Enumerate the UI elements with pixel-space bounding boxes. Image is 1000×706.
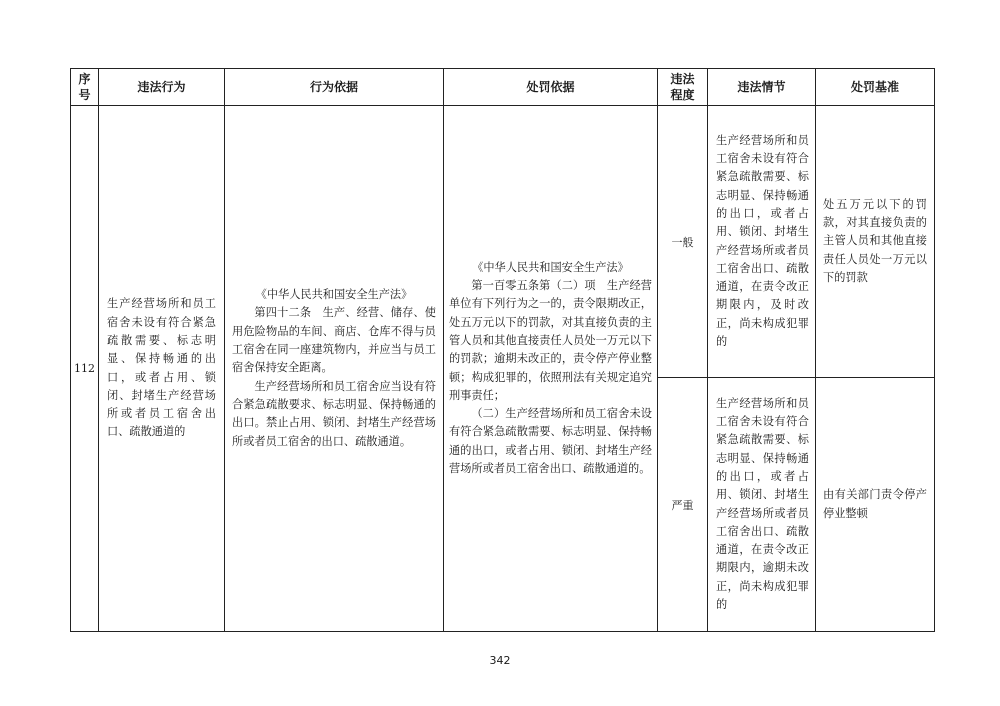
penalty-basis-p2: （二）生产经营场所和员工宿舍未设有符合紧急疏散需要、标志明显、保持畅通的出口，或者占用、锁闭、封堵生产经营场所或者员工宿舍出口、疏散通道的。 xyxy=(449,407,652,475)
degree-serious: 严重 xyxy=(658,378,708,632)
violation-act: 生产经营场所和员工宿舍未设有符合紧急疏散需要、标志明显、保持畅通的出口，或者占用、锁闭、封堵生产经营场所或者员工宿舍出口、疏散通道的 xyxy=(99,106,225,632)
page-number: 342 xyxy=(489,654,511,667)
header-penalty-basis: 处罚依据 xyxy=(444,69,658,106)
penalty-standard-table xyxy=(70,68,935,632)
standard-general: 处五万元以下的罚款，对其直接负责的主管人员和其他直接责任人员处一万元以下的罚款 xyxy=(816,106,935,378)
penalty-basis xyxy=(444,106,658,632)
act-basis-p1: 第四十二条 生产、经营、储存、使用危险物品的车间、商店、仓库不得与员工宿舍在同一座建筑物内，并应当与员工宿舍保持安全距离。 xyxy=(232,306,436,375)
header-row xyxy=(71,69,935,106)
row-number: 112 xyxy=(71,106,99,632)
plot-serious: 生产经营场所和员工宿舍未设有符合紧急疏散需要、标志明显、保持畅通的出口，或者占用、锁闭、封堵生产经营场所或者员工宿舍出口、疏散通道，在责令改正期限内，逾期未改正，尚未构成犯罪的 xyxy=(708,378,816,632)
standard-serious: 由有关部门责令停产停业整顿 xyxy=(816,378,935,632)
header-basis: 行为依据 xyxy=(225,69,444,106)
plot-general: 生产经营场所和员工宿舍未设有符合紧急疏散需要、标志明显、保持畅通的出口，或者占用、锁闭、封堵生产经营场所或者员工宿舍出口、疏散通道，在责令改正期限内，及时改正，尚未构成犯罪的 xyxy=(708,106,816,378)
header-no: 序号 xyxy=(71,69,99,106)
header-standard: 处罚基准 xyxy=(816,69,935,106)
penalty-basis-law: 《中华人民共和国安全生产法》 xyxy=(472,260,629,274)
header-plot: 违法情节 xyxy=(708,69,816,106)
table-row xyxy=(71,106,935,378)
header-degree: 违法程度 xyxy=(658,69,708,106)
penalty-basis-p1: 第一百零五条第（二）项 生产经营单位有下列行为之一的，责令限期改正，处五万元以下的罚款，对其直接负责的主管人员和其他直接责任人员处一万元以下的罚款；逾期未改正的，责令停产停业整顿；构成犯罪的，依照刑法有关规定追究刑事责任； xyxy=(449,279,652,402)
header-act: 违法行为 xyxy=(99,69,225,106)
degree-general: 一般 xyxy=(658,106,708,378)
act-basis xyxy=(225,106,444,632)
act-basis-law: 《中华人民共和国安全生产法》 xyxy=(255,288,413,302)
act-basis-p2: 生产经营场所和员工宿舍应当设有符合紧急疏散要求、标志明显、保持畅通的出口。禁止占用、锁闭、封堵生产经营场所或者员工宿舍的出口、疏散通道。 xyxy=(232,379,436,448)
